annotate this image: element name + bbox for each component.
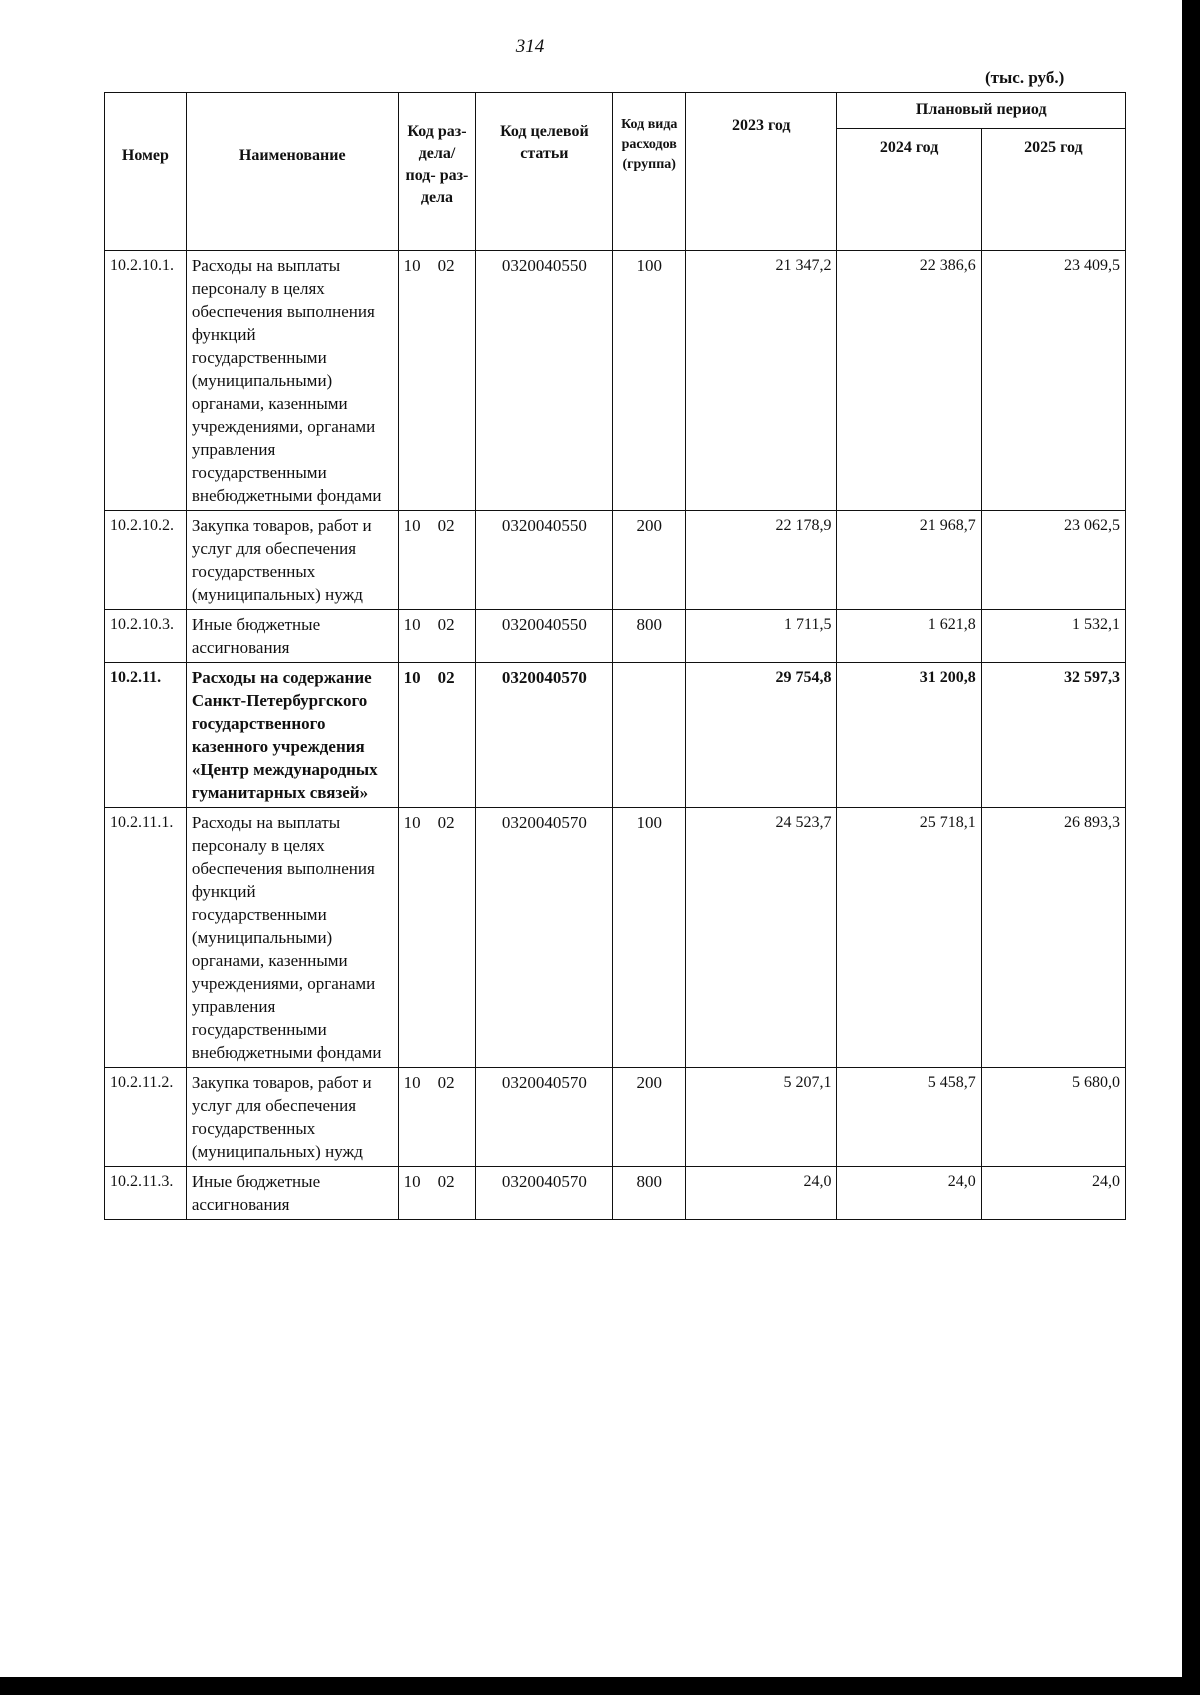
- row-expense-type: 200: [613, 511, 686, 610]
- row-razdel: [398, 1068, 476, 1167]
- row-value-2024: 24,0: [837, 1167, 981, 1220]
- row-value-2023: 24,0: [686, 1167, 837, 1220]
- row-expense-type: 800: [613, 1167, 686, 1220]
- row-section-code: 10: [403, 1073, 421, 1092]
- row-section-code: 10: [403, 668, 421, 687]
- row-number: 10.2.11.3.: [105, 1167, 187, 1220]
- row-value-2023: 22 178,9: [686, 511, 837, 610]
- header-razdel: Код раз- дела/ под- раз- дела: [398, 93, 476, 251]
- table-row: [105, 808, 1126, 1068]
- row-expense-type: [613, 663, 686, 808]
- row-target-article: 0320040550: [476, 610, 613, 663]
- row-target-article: 0320040550: [476, 251, 613, 511]
- header-number: Номер: [105, 93, 187, 251]
- table-row: [105, 251, 1126, 511]
- row-razdel: [398, 610, 476, 663]
- row-expense-type: 200: [613, 1068, 686, 1167]
- row-subsection-code: 02: [437, 615, 455, 634]
- row-value-2025: 23 062,5: [981, 511, 1125, 610]
- row-section-code: 10: [403, 256, 421, 275]
- row-name: Закупка товаров, работ и услуг для обеспечения государственных (муниципальных) нужд: [186, 1068, 398, 1167]
- units-label: (тыс. руб.): [985, 68, 1065, 87]
- page-number: 314: [515, 36, 545, 57]
- header-planned-period: Плановый период: [837, 93, 1126, 129]
- row-number: 10.2.10.3.: [105, 610, 187, 663]
- row-razdel: [398, 663, 476, 808]
- row-target-article: 0320040570: [476, 1068, 613, 1167]
- row-value-2025: 1 532,1: [981, 610, 1125, 663]
- row-value-2023: 21 347,2: [686, 251, 837, 511]
- row-number: 10.2.11.: [105, 663, 187, 808]
- row-target-article: 0320040570: [476, 663, 613, 808]
- budget-table: [104, 92, 1126, 1220]
- row-razdel: [398, 808, 476, 1068]
- row-value-2023: 1 711,5: [686, 610, 837, 663]
- row-number: 10.2.11.2.: [105, 1068, 187, 1167]
- row-name: Закупка товаров, работ и услуг для обеспечения государственных (муниципальных) нужд: [186, 511, 398, 610]
- row-value-2024: 5 458,7: [837, 1068, 981, 1167]
- row-value-2025: 24,0: [981, 1167, 1125, 1220]
- row-number: 10.2.10.2.: [105, 511, 187, 610]
- table-row: [105, 610, 1126, 663]
- row-name: Расходы на содержание Санкт-Петербургского государственного казенного учреждения «Центр международных гуманитарных связей»: [186, 663, 398, 808]
- row-expense-type: 100: [613, 251, 686, 511]
- row-section-code: 10: [403, 615, 421, 634]
- row-value-2023: 24 523,7: [686, 808, 837, 1068]
- table-row: [105, 1167, 1126, 1220]
- row-subsection-code: 02: [437, 668, 455, 687]
- row-target-article: 0320040550: [476, 511, 613, 610]
- row-target-article: 0320040570: [476, 1167, 613, 1220]
- row-value-2024: 1 621,8: [837, 610, 981, 663]
- row-value-2024: 21 968,7: [837, 511, 981, 610]
- row-subsection-code: 02: [437, 516, 455, 535]
- row-name: Расходы на выплаты персоналу в целях обеспечения выполнения функций государственными (муниципальными) органами, казенными учреждениями, органами управления государственными внебюджетными фондами: [186, 251, 398, 511]
- row-target-article: 0320040570: [476, 808, 613, 1068]
- scan-edge-right: [1182, 0, 1200, 1695]
- row-name: Иные бюджетные ассигнования: [186, 610, 398, 663]
- row-number: 10.2.10.1.: [105, 251, 187, 511]
- row-value-2025: 26 893,3: [981, 808, 1125, 1068]
- row-name: Иные бюджетные ассигнования: [186, 1167, 398, 1220]
- row-value-2023: 5 207,1: [686, 1068, 837, 1167]
- row-razdel: [398, 1167, 476, 1220]
- row-number: 10.2.11.1.: [105, 808, 187, 1068]
- row-expense-type: 800: [613, 610, 686, 663]
- row-section-code: 10: [403, 1172, 421, 1191]
- row-value-2024: 22 386,6: [837, 251, 981, 511]
- header-name: Наименование: [186, 93, 398, 251]
- table-row: [105, 663, 1126, 808]
- scan-edge-bottom: [0, 1677, 1200, 1695]
- header-year-2024: 2024 год: [837, 129, 981, 251]
- row-razdel: [398, 511, 476, 610]
- row-subsection-code: 02: [437, 813, 455, 832]
- row-subsection-code: 02: [437, 1073, 455, 1092]
- row-subsection-code: 02: [437, 256, 455, 275]
- header-year-2025: 2025 год: [981, 129, 1125, 251]
- table-row: [105, 1068, 1126, 1167]
- row-value-2025: 32 597,3: [981, 663, 1125, 808]
- row-value-2024: 25 718,1: [837, 808, 981, 1068]
- row-value-2025: 5 680,0: [981, 1068, 1125, 1167]
- row-value-2025: 23 409,5: [981, 251, 1125, 511]
- row-expense-type: 100: [613, 808, 686, 1068]
- row-value-2024: 31 200,8: [837, 663, 981, 808]
- header-expense-type: Код вида расходов (группа): [613, 93, 686, 251]
- row-value-2023: 29 754,8: [686, 663, 837, 808]
- row-razdel: [398, 251, 476, 511]
- table-row: [105, 511, 1126, 610]
- row-section-code: 10: [403, 516, 421, 535]
- row-name: Расходы на выплаты персоналу в целях обеспечения выполнения функций государственными (муниципальными) органами, казенными учреждениями, органами управления государственными внебюджетными фондами: [186, 808, 398, 1068]
- header-year-2023: 2023 год: [686, 93, 837, 251]
- header-target-article: Код целевой статьи: [476, 93, 613, 251]
- row-section-code: 10: [403, 813, 421, 832]
- row-subsection-code: 02: [437, 1172, 455, 1191]
